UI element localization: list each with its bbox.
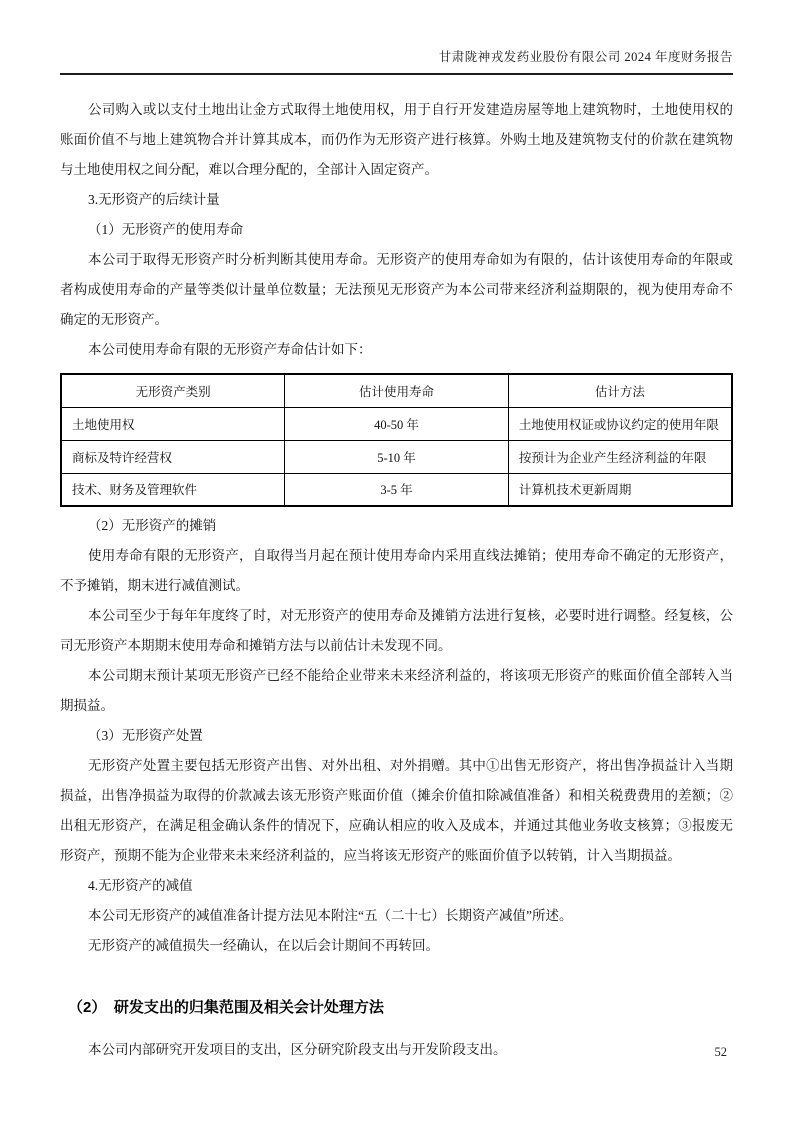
page-number: 52 [714, 1045, 727, 1059]
table-row [61, 473, 732, 506]
paragraph-amortization-writeoff: 本公司期末预计某项无形资产已经不能给企业带来未来经济利益的，将该项无形资产的账面价值全部转入当期损益。 [60, 668, 733, 713]
paragraph-land-use-rights: 公司购入或以支付土地出让金方式取得土地使用权，用于自行开发建造房屋等地上建筑物时，土地使用权的账面价值不与地上建筑物合并计算其成本，而仍作为无形资产进行核算。外购土地及建筑物支付的价款在建筑物与土地使用权之间分配，难以合理分配的，全部计入固定资产。 [60, 102, 733, 177]
table-header-row [61, 374, 732, 407]
paragraph-amortization-method: 使用寿命有限的无形资产，自取得当月起在预计使用寿命内采用直线法摊销；使用寿命不确定的无形资产，不予摊销，期末进行减值测试。 [60, 548, 733, 593]
heading-subsequent-measurement: 3.无形资产的后续计量 [88, 192, 220, 207]
paragraph-table-intro: 本公司使用寿命有限的无形资产寿命估计如下： [88, 342, 372, 357]
cell-estimated-life: 40-50 年 [285, 407, 509, 440]
cell-estimated-life: 3-5 年 [285, 473, 509, 506]
heading-impairment: 4.无形资产的减值 [88, 878, 193, 893]
cell-estimation-method: 土地使用权证或协议约定的使用年限 [508, 407, 732, 440]
useful-life-table [60, 373, 733, 507]
table-header-asset-category: 无形资产类别 [61, 374, 285, 407]
cell-estimated-life: 5-10 年 [285, 440, 509, 473]
cell-estimation-method: 按预计为企业产生经济利益的年限 [508, 440, 732, 473]
subheading-disposal: （3）无形资产处置 [88, 728, 203, 743]
cell-asset-category: 商标及特许经营权 [61, 440, 285, 473]
paragraph-impairment-no-reversal: 无形资产的减值损失一经确认，在以后会计期间不再转回。 [88, 938, 439, 953]
cell-estimation-method: 计算机技术更新周期 [508, 473, 732, 506]
paragraph-useful-life: 本公司于取得无形资产时分析判断其使用寿命。无形资产的使用寿命如为有限的，估计该使用寿命的年限或者构成使用寿命的产量等类似计量单位数量；无法预见无形资产为本公司带来经济利益期限的，视为使用寿命不确定的无形资产。 [60, 252, 733, 327]
table-header-estimated-life: 估计使用寿命 [285, 374, 509, 407]
subheading-amortization: （2）无形资产的摊销 [88, 518, 217, 533]
subheading-useful-life: （1）无形资产的使用寿命 [88, 222, 244, 237]
section-heading-rd-expenditure: （2） 研发支出的归集范围及相关会计处理方法 [68, 999, 384, 1016]
table-row [61, 440, 732, 473]
paragraph-rd-expenditure: 本公司内部研究开发项目的支出，区分研究阶段支出与开发阶段支出。 [88, 1042, 507, 1057]
document-body [60, 75, 733, 1065]
paragraph-amortization-review: 本公司至少于每年年度终了时，对无形资产的使用寿命及摊销方法进行复核，必要时进行调整。经复核，公司无形资产本期期末使用寿命和摊销方法与以前估计未发现不同。 [60, 608, 733, 653]
paragraph-disposal: 无形资产处置主要包括无形资产出售、对外出租、对外捐赠。其中①出售无形资产，将出售净损益计入当期损益，出售净损益为取得的价款减去该无形资产账面价值（摊余价值扣除减值准备）和相关税费费用的差额；②出租无形资产，在满足租金确认条件的情况下，应确认相应的收入及成本，并通过其他业务收支核算；③报废无形资产，预期不能为企业带来未来经济利益的，应当将该无形资产的账面价值予以转销，计入当期损益。 [60, 758, 733, 863]
paragraph-impairment-provision: 本公司无形资产的减值准备计提方法见本附注“五（二十七）长期资产减值”所述。 [88, 908, 573, 923]
table-header-estimation-method: 估计方法 [508, 374, 732, 407]
cell-asset-category: 土地使用权 [61, 407, 285, 440]
cell-asset-category: 技术、财务及管理软件 [61, 473, 285, 506]
table-row [61, 407, 732, 440]
report-header-title: 甘肃陇神戎发药业股份有限公司 2024 年度财务报告 [60, 48, 733, 75]
